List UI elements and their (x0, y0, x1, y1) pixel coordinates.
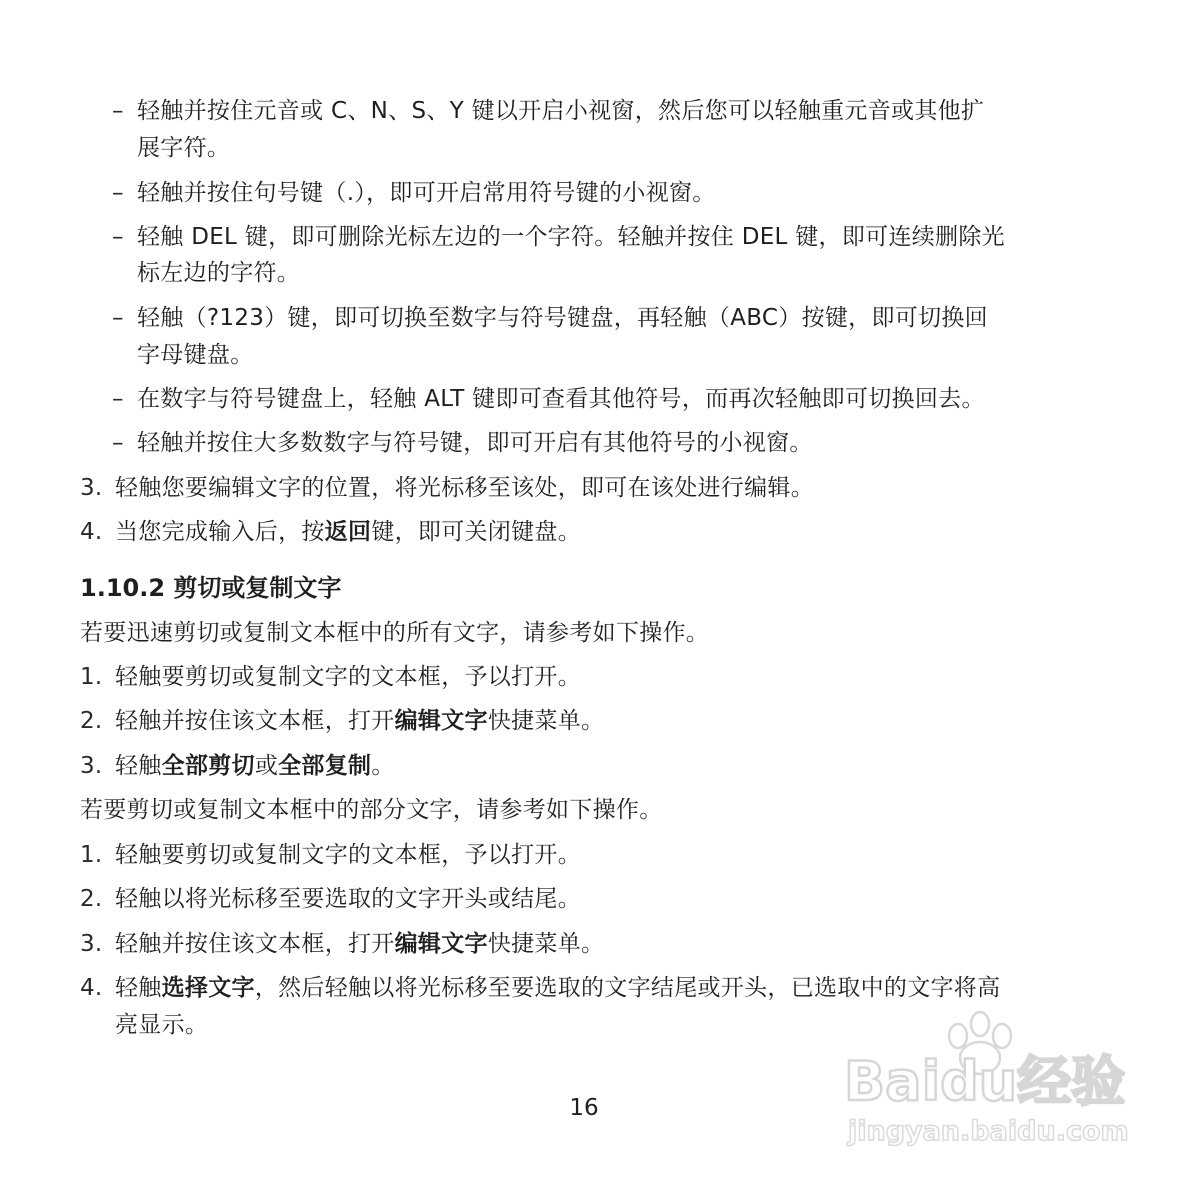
bullet-3-line-2: 标左边的字符。 (137, 260, 301, 286)
bullet-marker: – (112, 180, 124, 206)
step-text-continuation: 亮显示。 (115, 1012, 209, 1038)
bold-term: 编辑文字 (394, 931, 488, 957)
bullet-6-line-1: 轻触并按住大多数数字与符号键，即可开启有其他符号的小视窗。 (137, 430, 813, 456)
bold-term: 返回 (324, 519, 372, 545)
step-text: 轻触以将光标移至要选取的文字开头或结尾。 (115, 886, 581, 912)
watermark-url: jingyan.baidu.com (848, 1116, 1129, 1147)
step-number: 4. (80, 975, 103, 1001)
bullet-1-line-2: 展字符。 (137, 135, 231, 161)
bullet-1-line-1: 轻触并按住元音或 C、N、S、Y 键以开启小视窗，然后您可以轻触重元音或其他扩 (137, 98, 985, 124)
baidu-watermark (840, 1010, 1130, 1160)
section-title: 1.10.2 剪切或复制文字 (80, 574, 342, 602)
bullet-marker: – (112, 305, 124, 331)
step-number: 3. (80, 753, 103, 779)
bullet-5-line-1: 在数字与符号键盘上，轻触 ALT 键即可查看其他符号，而再次轻触即可切换回去。 (137, 386, 985, 412)
step-text: 轻触并按住该文本框，打开编辑文字快捷菜单。 (115, 708, 605, 734)
bold-term: 编辑文字 (394, 708, 488, 734)
bold-term: 全部复制 (278, 753, 372, 779)
bullet-2-line-1: 轻触并按住句号键（.），即可开启常用符号键的小视窗。 (137, 180, 716, 206)
bullet-4-line-2: 字母键盘。 (137, 342, 254, 368)
step-text: 轻触选择文字，然后轻触以将光标移至要选取的文字结尾或开头，已选取中的文字将高 (115, 975, 1001, 1001)
bullet-marker: – (112, 224, 124, 250)
intro-part: 若要剪切或复制文本框中的部分文字，请参考如下操作。 (80, 797, 663, 823)
intro-all: 若要迅速剪切或复制文本框中的所有文字，请参考如下操作。 (80, 620, 710, 646)
step-text: 当您完成输入后，按返回键，即可关闭键盘。 (115, 519, 582, 545)
step-text: 轻触您要编辑文字的位置，将光标移至该处，即可在该处进行编辑。 (115, 475, 814, 501)
bullet-marker: – (112, 386, 124, 412)
step-text: 轻触要剪切或复制文字的文本框，予以打开。 (115, 664, 581, 690)
bullet-marker: – (112, 98, 124, 124)
step-number: 2. (80, 708, 103, 734)
bullet-3-line-1: 轻触 DEL 键，即可删除光标左边的一个字符。轻触并按住 DEL 键，即可连续删除光 (137, 224, 1005, 250)
step-number: 3. (80, 475, 103, 501)
step-text: 轻触全部剪切或全部复制。 (115, 753, 395, 779)
bullet-4-line-1: 轻触（?123）键，即可切换至数字与符号键盘，再轻触（ABC）按键，即可切换回 (137, 305, 988, 331)
step-text: 轻触并按住该文本框，打开编辑文字快捷菜单。 (115, 931, 605, 957)
bold-term: 选择文字 (161, 975, 255, 1001)
page-number: 16 (569, 1095, 599, 1121)
step-number: 2. (80, 886, 103, 912)
step-number: 4. (80, 519, 103, 545)
step-number: 1. (80, 664, 103, 690)
step-number: 3. (80, 931, 103, 957)
step-number: 1. (80, 842, 103, 868)
watermark-brand: Baidu经验 (844, 1050, 1126, 1113)
step-text: 轻触要剪切或复制文字的文本框，予以打开。 (115, 842, 581, 868)
bold-term: 全部剪切 (161, 753, 255, 779)
bullet-marker: – (112, 430, 124, 456)
